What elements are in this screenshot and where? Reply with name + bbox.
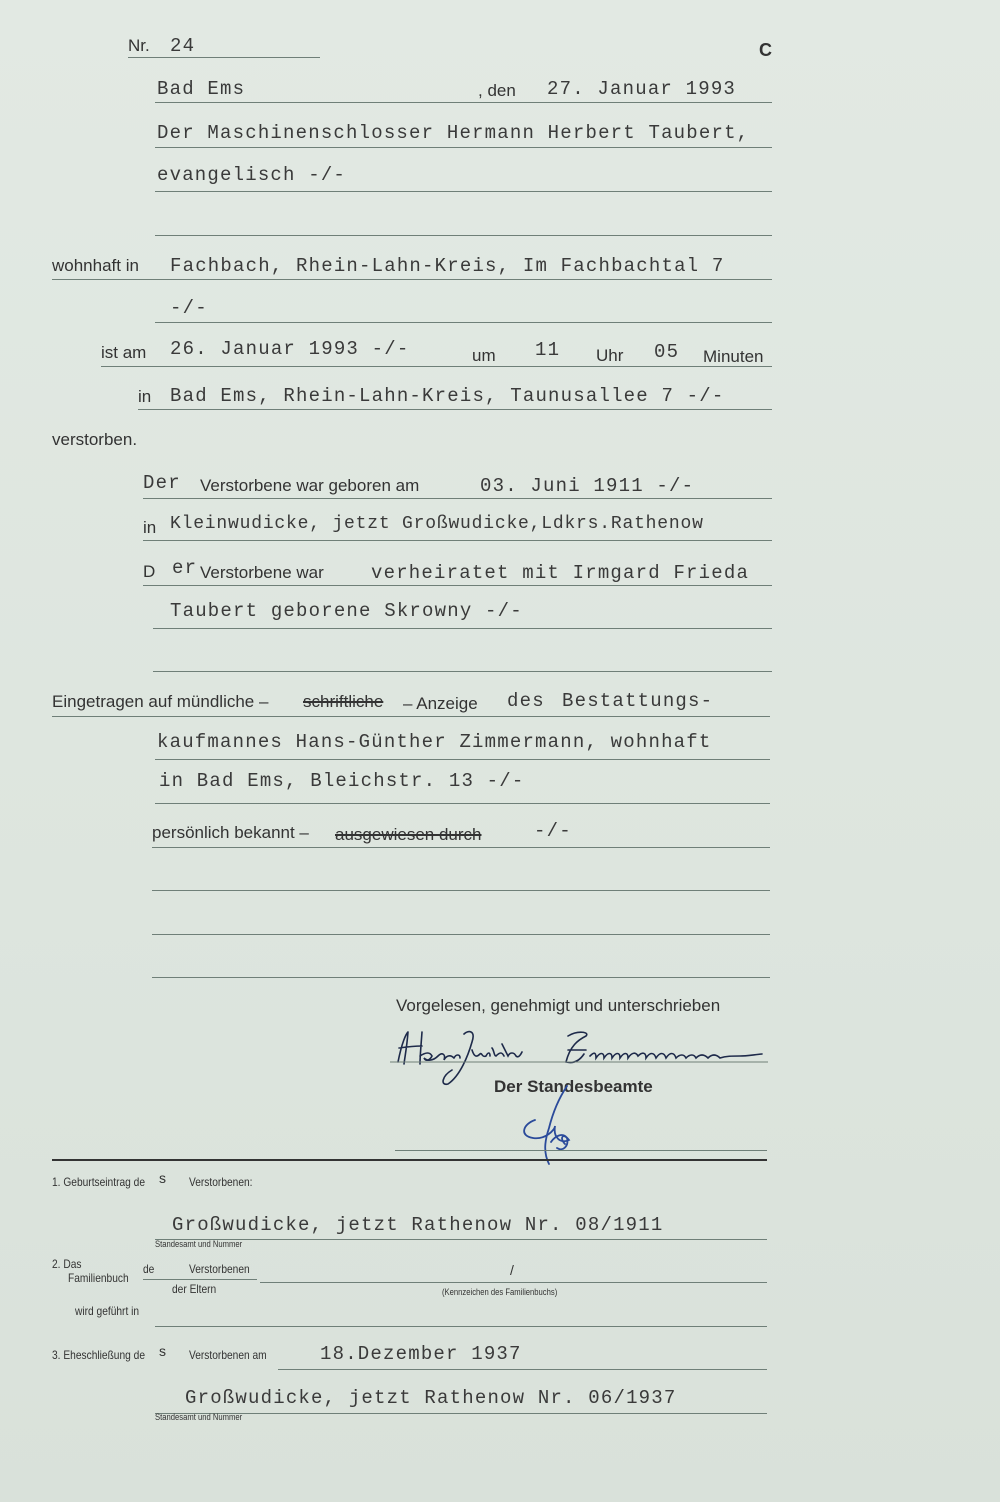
rule-residence-2 <box>155 322 772 323</box>
rule-person-1 <box>155 147 772 148</box>
footer-item1-caption: Standesamt und Nummer <box>155 1239 243 1249</box>
den-label: , den <box>478 81 516 100</box>
rule-death-1 <box>101 366 772 367</box>
nr-value: 24 <box>170 35 196 57</box>
rule-known-3 <box>152 934 770 935</box>
footer-item1-value: Großwudicke, jetzt Rathenow Nr. 08/1911 <box>172 1214 664 1236</box>
rule-person-2 <box>155 191 772 192</box>
birth-in-label: in <box>143 518 157 537</box>
footer-item3-value: Großwudicke, jetzt Rathenow Nr. 06/1937 <box>185 1387 677 1409</box>
footer-item2-caption: (Kennzeichen des Familienbuchs) <box>442 1287 558 1297</box>
footer-item1-label: 1. Geburtseintrag de <box>52 1175 145 1189</box>
rule-birth-1 <box>143 498 772 499</box>
known-struck: ausgewiesen durch <box>335 825 482 844</box>
d-label: D <box>143 562 156 581</box>
footer-item3-s: s <box>159 1343 166 1359</box>
rule-footer-item2 <box>260 1282 767 1283</box>
footer-item3-date: 18.Dezember 1937 <box>320 1343 522 1365</box>
footer-item2-eltern: der Eltern <box>172 1282 217 1296</box>
rule-official-signature <box>395 1150 767 1151</box>
known-label: persönlich bekannt – <box>152 823 309 842</box>
death-hour: 11 <box>535 339 561 361</box>
minuten-label: Minuten <box>703 347 764 366</box>
registration-line-2: kaufmannes Hans-Günther Zimmermann, wohnhaft <box>157 731 712 753</box>
residence-line-2: -/- <box>170 297 208 319</box>
footer-item2-de: de <box>143 1262 155 1276</box>
marriage-label: Verstorbene war <box>200 563 324 582</box>
footer-item2-slash: / <box>510 1262 514 1278</box>
birth-place: Kleinwudicke, jetzt Großwudicke,Ldkrs.Rathenow <box>170 514 704 534</box>
rule-residence-1 <box>52 279 772 280</box>
official-label: Der Standesbeamte <box>494 1077 653 1096</box>
death-place: Bad Ems, Rhein-Lahn-Kreis, Taunusallee 7 -/- <box>170 385 725 407</box>
rule-marriage-3 <box>153 671 772 672</box>
rule-footer-item2-b <box>155 1326 767 1327</box>
person-line-2: evangelisch -/- <box>157 164 347 186</box>
death-date: 26. Januar 1993 -/- <box>170 338 410 360</box>
um-label: um <box>472 346 496 365</box>
rule-person-3 <box>155 235 772 236</box>
rule-known-2 <box>152 890 770 891</box>
residence-line-1: Fachbach, Rhein-Lahn-Kreis, Im Fachbachtal 7 <box>170 255 725 277</box>
known-value: -/- <box>534 820 572 842</box>
rule-marriage-2 <box>153 628 772 629</box>
registration-label-b: – Anzeige <box>403 694 478 713</box>
footer-item2-gefuehrt: wird geführt in <box>75 1304 140 1318</box>
rule-nr <box>128 57 320 58</box>
marriage-line-1: verheiratet mit Irmgard Frieda <box>371 562 750 584</box>
rule-registration-3 <box>155 803 770 804</box>
footer-item2-num: 2. Das <box>52 1257 82 1271</box>
footer-separator <box>52 1159 767 1161</box>
footer-item3-label: 3. Eheschließung de <box>52 1348 145 1362</box>
footer-item3-suffix: Verstorbenen am <box>189 1348 267 1362</box>
official-signature <box>515 1082 585 1168</box>
corner-mark: C <box>759 40 772 60</box>
document-date: 27. Januar 1993 <box>547 78 737 100</box>
nr-label: Nr. <box>128 36 150 55</box>
footer-item2-label: Familienbuch <box>68 1271 129 1285</box>
rule-marriage-1 <box>143 585 772 586</box>
der-typed: Der <box>143 472 181 494</box>
des-typed: des <box>507 690 545 712</box>
registration-label-a: Eingetragen auf mündliche – <box>52 692 269 711</box>
residence-label: wohnhaft in <box>52 256 139 275</box>
rule-registration-2 <box>155 759 770 760</box>
registration-label-struck: schriftliche <box>303 692 384 711</box>
rule-place-date <box>155 102 772 103</box>
rule-death-2 <box>138 409 772 410</box>
birth-label: Verstorbene war geboren am <box>200 476 420 495</box>
rule-footer-item1 <box>155 1239 767 1240</box>
death-minutes: 05 <box>654 341 680 363</box>
rule-footer-item3-date <box>278 1369 767 1370</box>
rule-footer-item3 <box>155 1413 767 1414</box>
rule-footer-item2-choice <box>143 1279 257 1280</box>
rule-known-4 <box>152 977 770 978</box>
ist-am-label: ist am <box>101 343 147 362</box>
footer-item1-suffix: Verstorbenen: <box>189 1175 253 1189</box>
rule-birth-2 <box>143 540 772 541</box>
rule-registration-1 <box>52 716 770 717</box>
read-approved-label: Vorgelesen, genehmigt und unterschrieben <box>396 996 721 1015</box>
footer-item1-s: s <box>159 1170 166 1186</box>
place-value: Bad Ems <box>157 78 246 100</box>
registration-line-3: in Bad Ems, Bleichstr. 13 -/- <box>159 770 525 792</box>
marriage-line-2: Taubert geborene Skrowny -/- <box>170 600 523 622</box>
rule-known-1 <box>152 847 770 848</box>
uhr-label: Uhr <box>596 346 624 365</box>
death-in-label: in <box>138 387 152 406</box>
registration-line-1-end: Bestattungs- <box>562 690 714 712</box>
birth-date: 03. Juni 1911 -/- <box>480 475 695 497</box>
footer-item3-caption: Standesamt und Nummer <box>155 1412 243 1422</box>
verstorben-label: verstorben. <box>52 430 138 449</box>
footer-item2-verstorbenen: Verstorbenen <box>189 1262 250 1276</box>
er-typed: er <box>172 557 198 579</box>
person-line-1: Der Maschinenschlosser Hermann Herbert Taubert, <box>157 122 750 144</box>
